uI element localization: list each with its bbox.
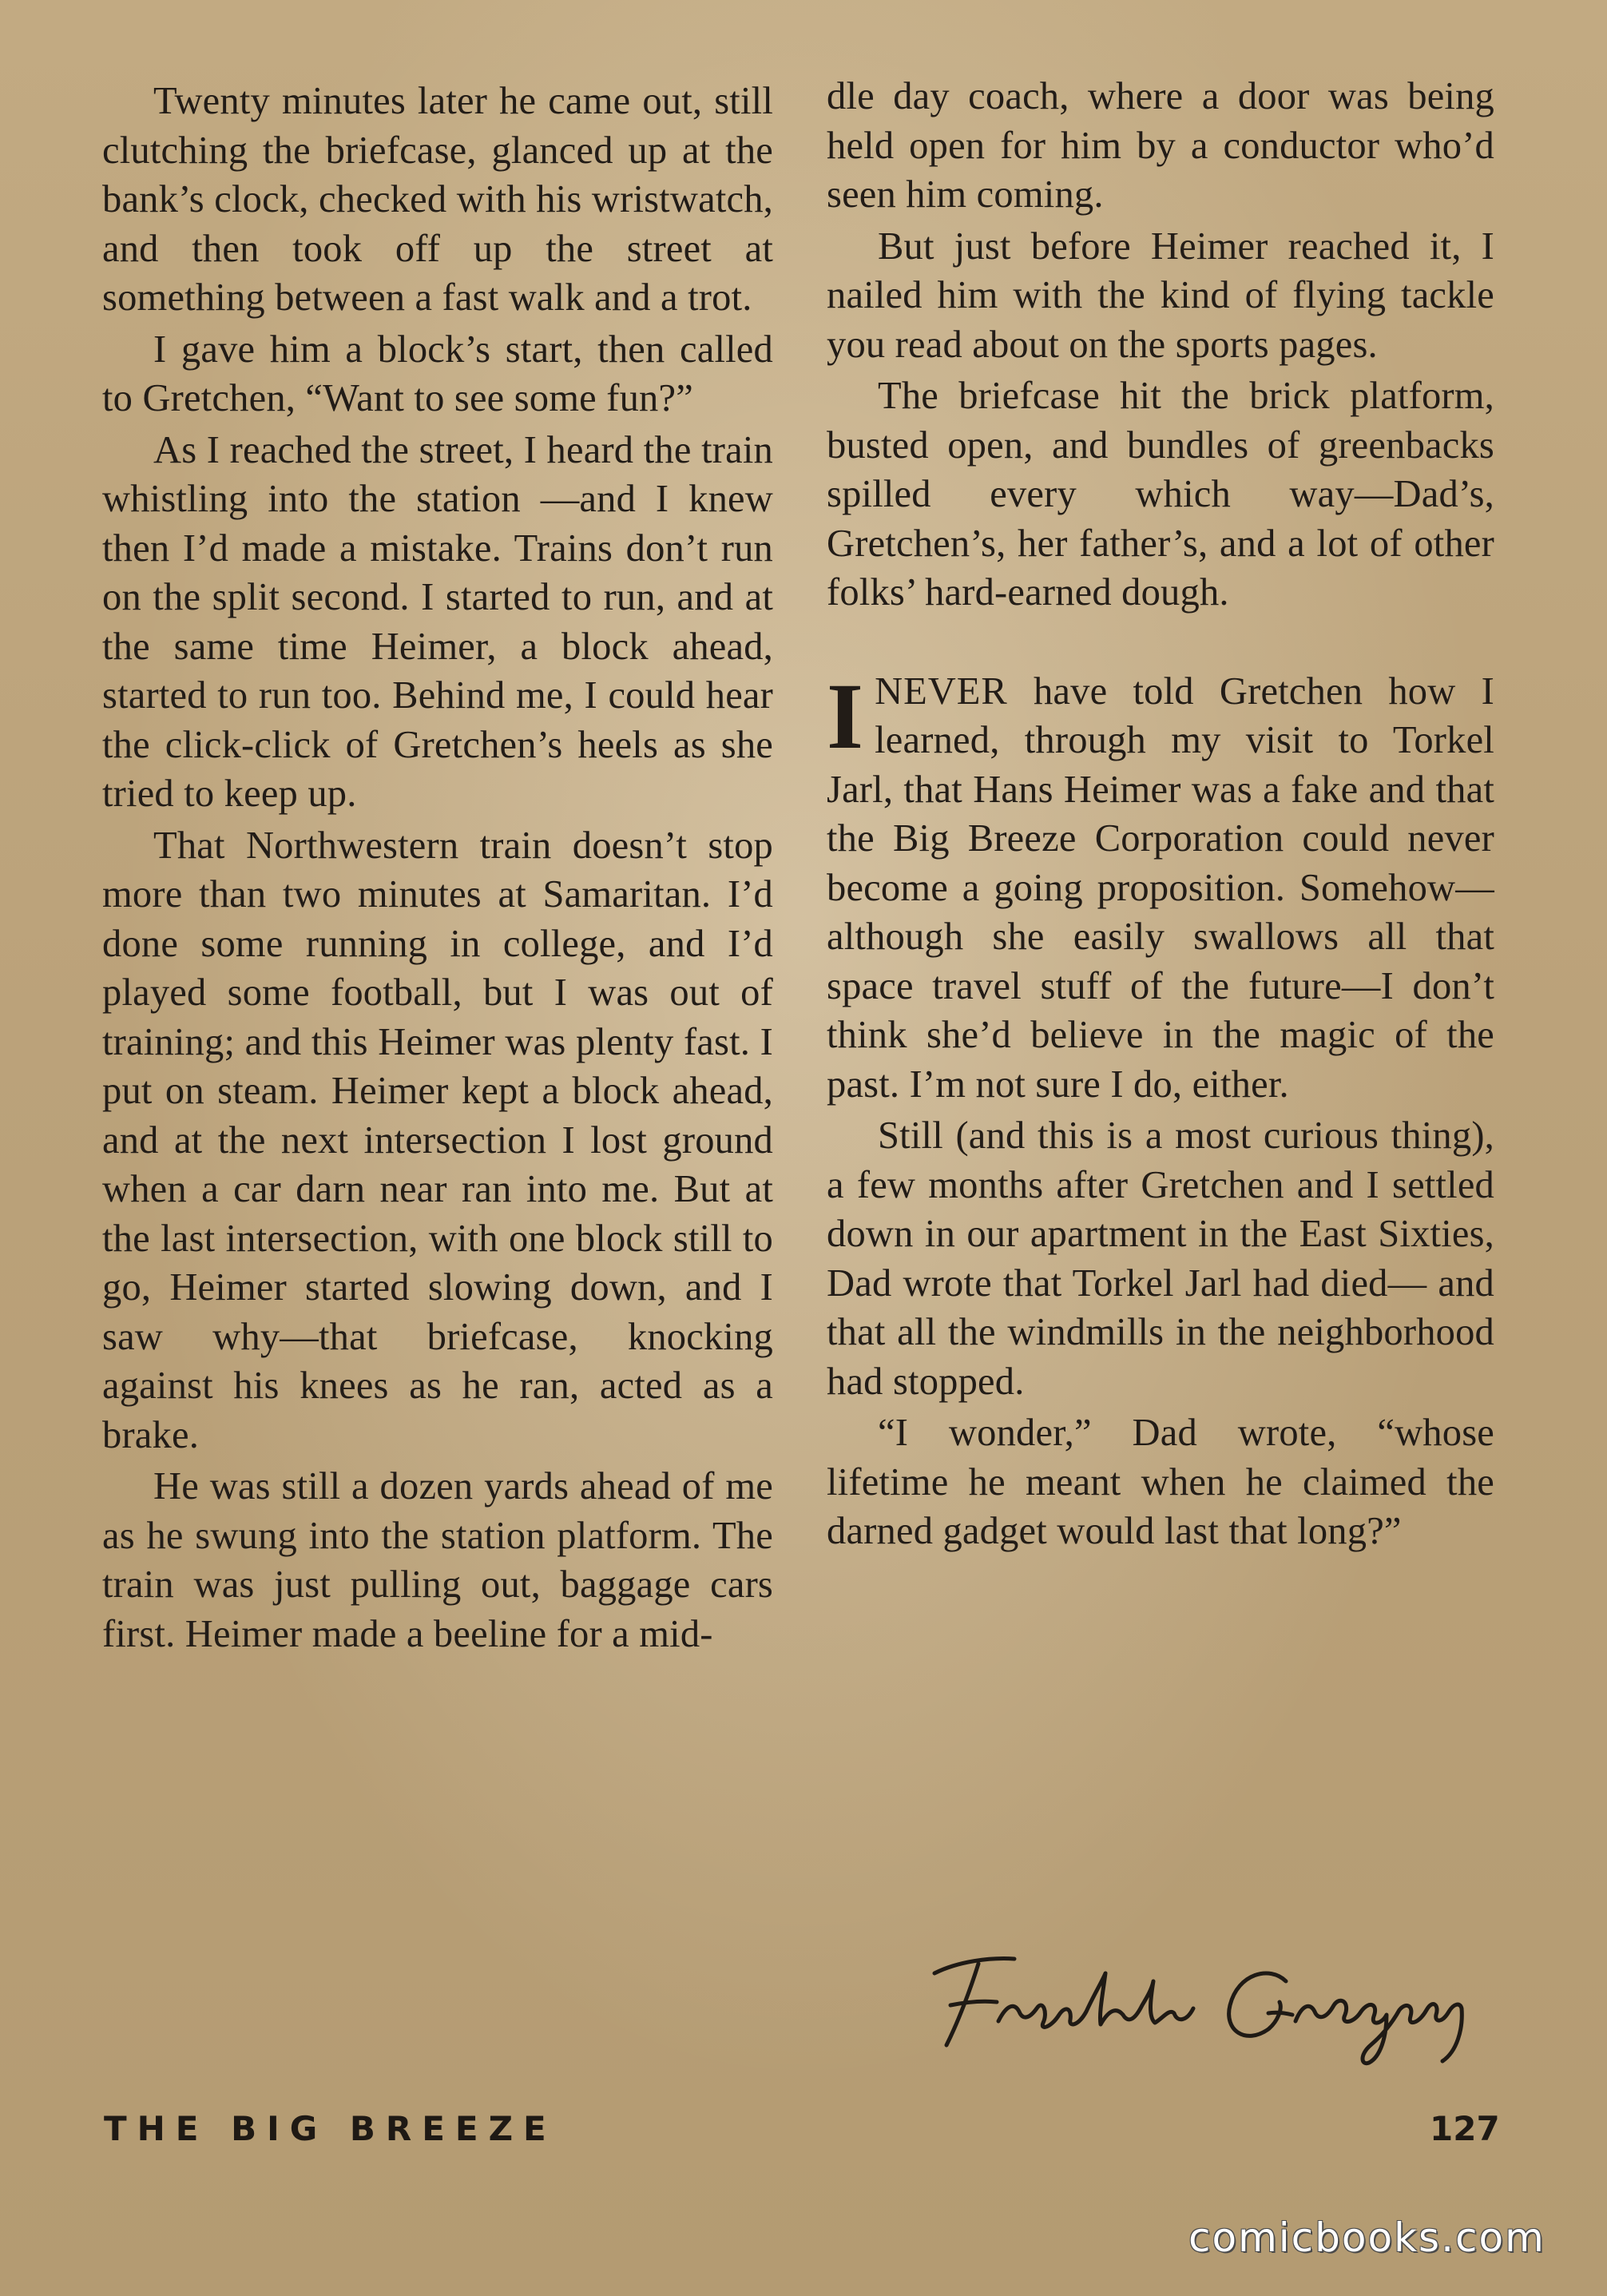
paragraph-continued: dle day coach, where a door was being held open for him by a conductor who’d seen him coming. [827, 75, 1494, 216]
right-text-column [827, 72, 1494, 1559]
left-text-column [102, 77, 773, 1661]
paragraph: Still (and this is a most curious thing), a few months after Gretchen and I settled down in our apartment in the East Sixties, Dad wrote that Torkel Jarl had died— and that all the windmills in the neighborhood had stopped. [827, 1114, 1494, 1403]
paragraph: He was still a dozen yards ahead of me as he swung into the station platform. The train was just pulling out, baggage cars first. Heimer made a beeline for a mid- [102, 1465, 773, 1655]
paragraph: But just before Heimer reached it, I nailed him with the kind of flying tackle you read about on the sports pages. [827, 224, 1494, 366]
handwritten-signature-icon [903, 1925, 1494, 2069]
paragraph: The briefcase hit the brick platform, busted open, and bundles of greenbacks spilled every which way—Dad’s, Gretchen’s, her father’s, and a lot of other folks’ hard-earned dough. [827, 375, 1494, 614]
page-number: 127 [1430, 2109, 1500, 2148]
drop-cap: I [827, 663, 864, 769]
section-start-paragraph [827, 663, 1494, 1110]
paragraph: Twenty minutes later he came out, still clutching the briefcase, glanced up at the bank’s clock, checked with his wristwatch, and then took off up the street at something between a fast walk and a trot. [102, 80, 773, 319]
paragraph: I gave him a block’s start, then called to Gretchen, “Want to see some fun?” [102, 328, 773, 419]
small-caps-lead: NEVER [875, 669, 1008, 713]
paragraph-text: have told Gretchen how I learned, through my visit to Torkel Jarl, that Hans Heimer was a fake and that the Big Breeze Corporation could never become a going proposition. Somehow—although she easily swallows all that space travel stuff of the future—I don’t think she’d believe in the magic of the past. I’m not sure I do, either. [827, 669, 1494, 1106]
site-watermark: comicbooks.com [1188, 2215, 1545, 2261]
paragraph: That Northwestern train doesn’t stop more than two minutes at Samaritan. I’d done some running in college, and I’d played some football, but I was out of training; and this Heimer was plenty fast. I put on steam. Heimer kept a block ahead, and at the next intersection I lost ground when a car darn near ran into me. But at the last intersection, with one block still to go, Heimer started slowing down, and I saw why—that briefcase, knocking against his knees as he ran, acted as a brake. [102, 824, 773, 1456]
paragraph: “I wonder,” Dad wrote, “whose lifetime he meant when he claimed the darned gadget would last that long?” [827, 1412, 1494, 1552]
paragraph: As I reached the street, I heard the train whistling into the station —and I knew then I’d made a mistake. Trains don’t run on the split second. I started to run, and at the same time Heimer, a block ahead, started to run too. Behind me, I could hear the click-click of Gretchen’s heels as she tried to keep up. [102, 428, 773, 815]
running-footer-title: THE BIG BREEZE [104, 2109, 557, 2148]
